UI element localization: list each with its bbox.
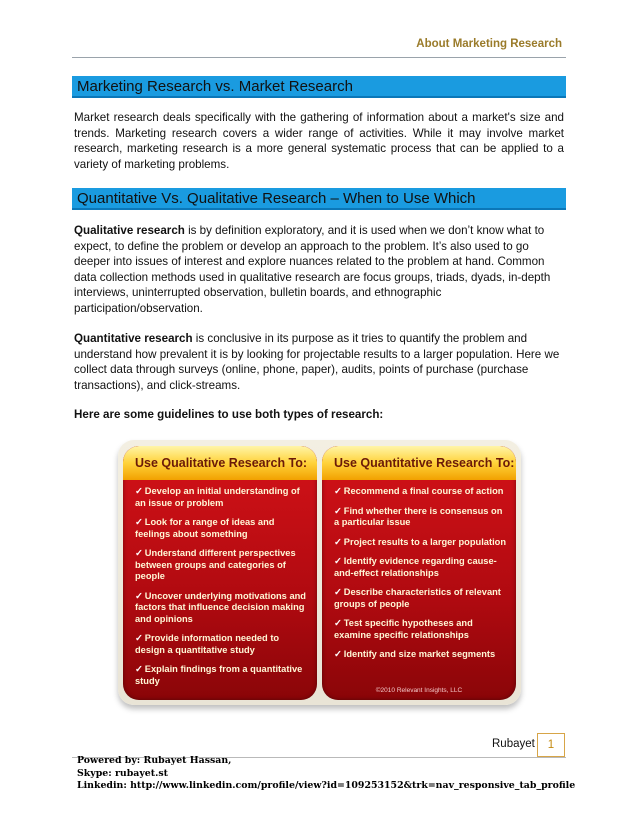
checkmark-icon: ✓	[135, 548, 143, 558]
list-item-text: Uncover underlying motivations and factors that influence decision making and opinions	[135, 590, 306, 624]
quantitative-paragraph	[74, 331, 564, 393]
list-item	[135, 548, 309, 583]
list-item	[135, 664, 309, 687]
page-header-title: About Marketing Research	[416, 38, 562, 50]
infographic-copyright: ©2010 Relevant Insights, LLC	[375, 687, 463, 694]
checkmark-icon: ✓	[135, 633, 143, 643]
list-item	[334, 618, 508, 641]
list-item-text: Look for a range of ideas and feelings about something	[135, 517, 275, 539]
checkmark-icon: ✓	[334, 618, 342, 628]
guidelines-intro: Here are some guidelines to use both types of research:	[74, 408, 384, 421]
list-item-text: Recommend a final course of action	[343, 486, 504, 496]
research-guidelines-infographic	[118, 440, 521, 705]
list-item	[135, 633, 309, 656]
section1-paragraph: Market research deals specifically with the gathering of information about a market's size and trends. Marketing research covers a wider range of activities. While it may involve market research, marketing research is a more general systematic process that can be applied to a variety of marketing problems.	[74, 111, 564, 171]
list-item	[334, 587, 508, 610]
checkmark-icon: ✓	[334, 505, 342, 516]
footer-credits	[77, 755, 575, 793]
list-item-text: Provide information needed to design a quantitative study	[135, 633, 280, 655]
footer-author: Rubayet	[492, 738, 535, 750]
list-item-text: Understand different perspectives between groups and categories of people	[135, 548, 296, 581]
quantitative-panel-title: Use Quantitative Research To:	[322, 446, 516, 480]
quantitative-panel	[322, 446, 516, 700]
list-item-text: Identify and size market segments	[343, 649, 496, 659]
checkmark-icon: ✓	[334, 536, 342, 547]
credits-powered-by: Powered by: Rubayet Hassan,	[77, 755, 232, 766]
checkmark-icon: ✓	[135, 486, 143, 496]
section-heading-quant-vs-qual: Quantitative Vs. Qualitative Research – When to Use Which	[72, 188, 566, 210]
quantitative-list	[322, 480, 516, 661]
list-item-text: Explain findings from a quantitative study	[135, 664, 303, 686]
list-item	[334, 537, 508, 549]
checkmark-icon: ✓	[334, 587, 342, 597]
list-item	[334, 506, 508, 529]
list-item-text: Project results to a larger population	[343, 536, 507, 547]
checkmark-icon: ✓	[334, 556, 342, 566]
list-item-text: Describe characteristics of relevant groups of people	[334, 587, 501, 609]
section-heading-marketing-vs-market: Marketing Research vs. Market Research	[72, 76, 566, 98]
list-item-text: Test specific hypotheses and examine specific relationships	[334, 618, 473, 640]
credits-skype: Skype: rubayet.st	[77, 767, 168, 779]
quantitative-text: is conclusive in its purpose as it tries to quantify the problem and understand how prevalent it is by looking for projectable results to a larger population. Here we collect data through surveys (online, phone, paper), audits, points of purchase (purchase transactions), and click-streams.	[74, 332, 560, 392]
quantitative-term: Quantitative research	[74, 332, 193, 345]
credits-linkedin: Linkedin: http://www.linkedin.com/profile/view?id=109253152&trk=nav_responsive_tab_profile	[77, 780, 576, 791]
list-item	[334, 649, 508, 661]
qualitative-list	[123, 480, 317, 687]
qualitative-paragraph	[74, 223, 564, 317]
qualitative-text: is by definition exploratory, and it is used when we don’t know what to expect, to define the problem or develop an approach to the problem. It’s also used to go deeper into issues of interest and explore nuances related to the problem at hand. Common data collection methods used in qualitative research are focus groups, triads, dyads, in-depth interviews, uninterrupted observation, bulletin boards, and ethnographic participation/observation.	[74, 224, 551, 315]
list-item	[135, 517, 309, 540]
checkmark-icon: ✓	[135, 664, 143, 674]
checkmark-icon: ✓	[334, 649, 342, 659]
list-item	[135, 486, 309, 509]
checkmark-icon: ✓	[135, 590, 143, 601]
qualitative-term: Qualitative research	[74, 224, 185, 237]
qualitative-panel-title: Use Qualitative Research To:	[123, 446, 317, 480]
list-item	[135, 591, 309, 626]
header-divider	[72, 57, 566, 58]
list-item-text: Find whether there is consensus on a particular issue	[334, 505, 503, 527]
checkmark-icon: ✓	[334, 486, 342, 496]
list-item-text: Identify evidence regarding cause-and-effect relationships	[334, 556, 497, 578]
checkmark-icon: ✓	[135, 517, 143, 527]
list-item	[334, 556, 508, 579]
list-item	[334, 486, 508, 498]
list-item-text: Develop an initial understanding of an issue or problem	[135, 486, 300, 508]
page-number: 1	[537, 733, 565, 757]
qualitative-panel	[123, 446, 317, 700]
